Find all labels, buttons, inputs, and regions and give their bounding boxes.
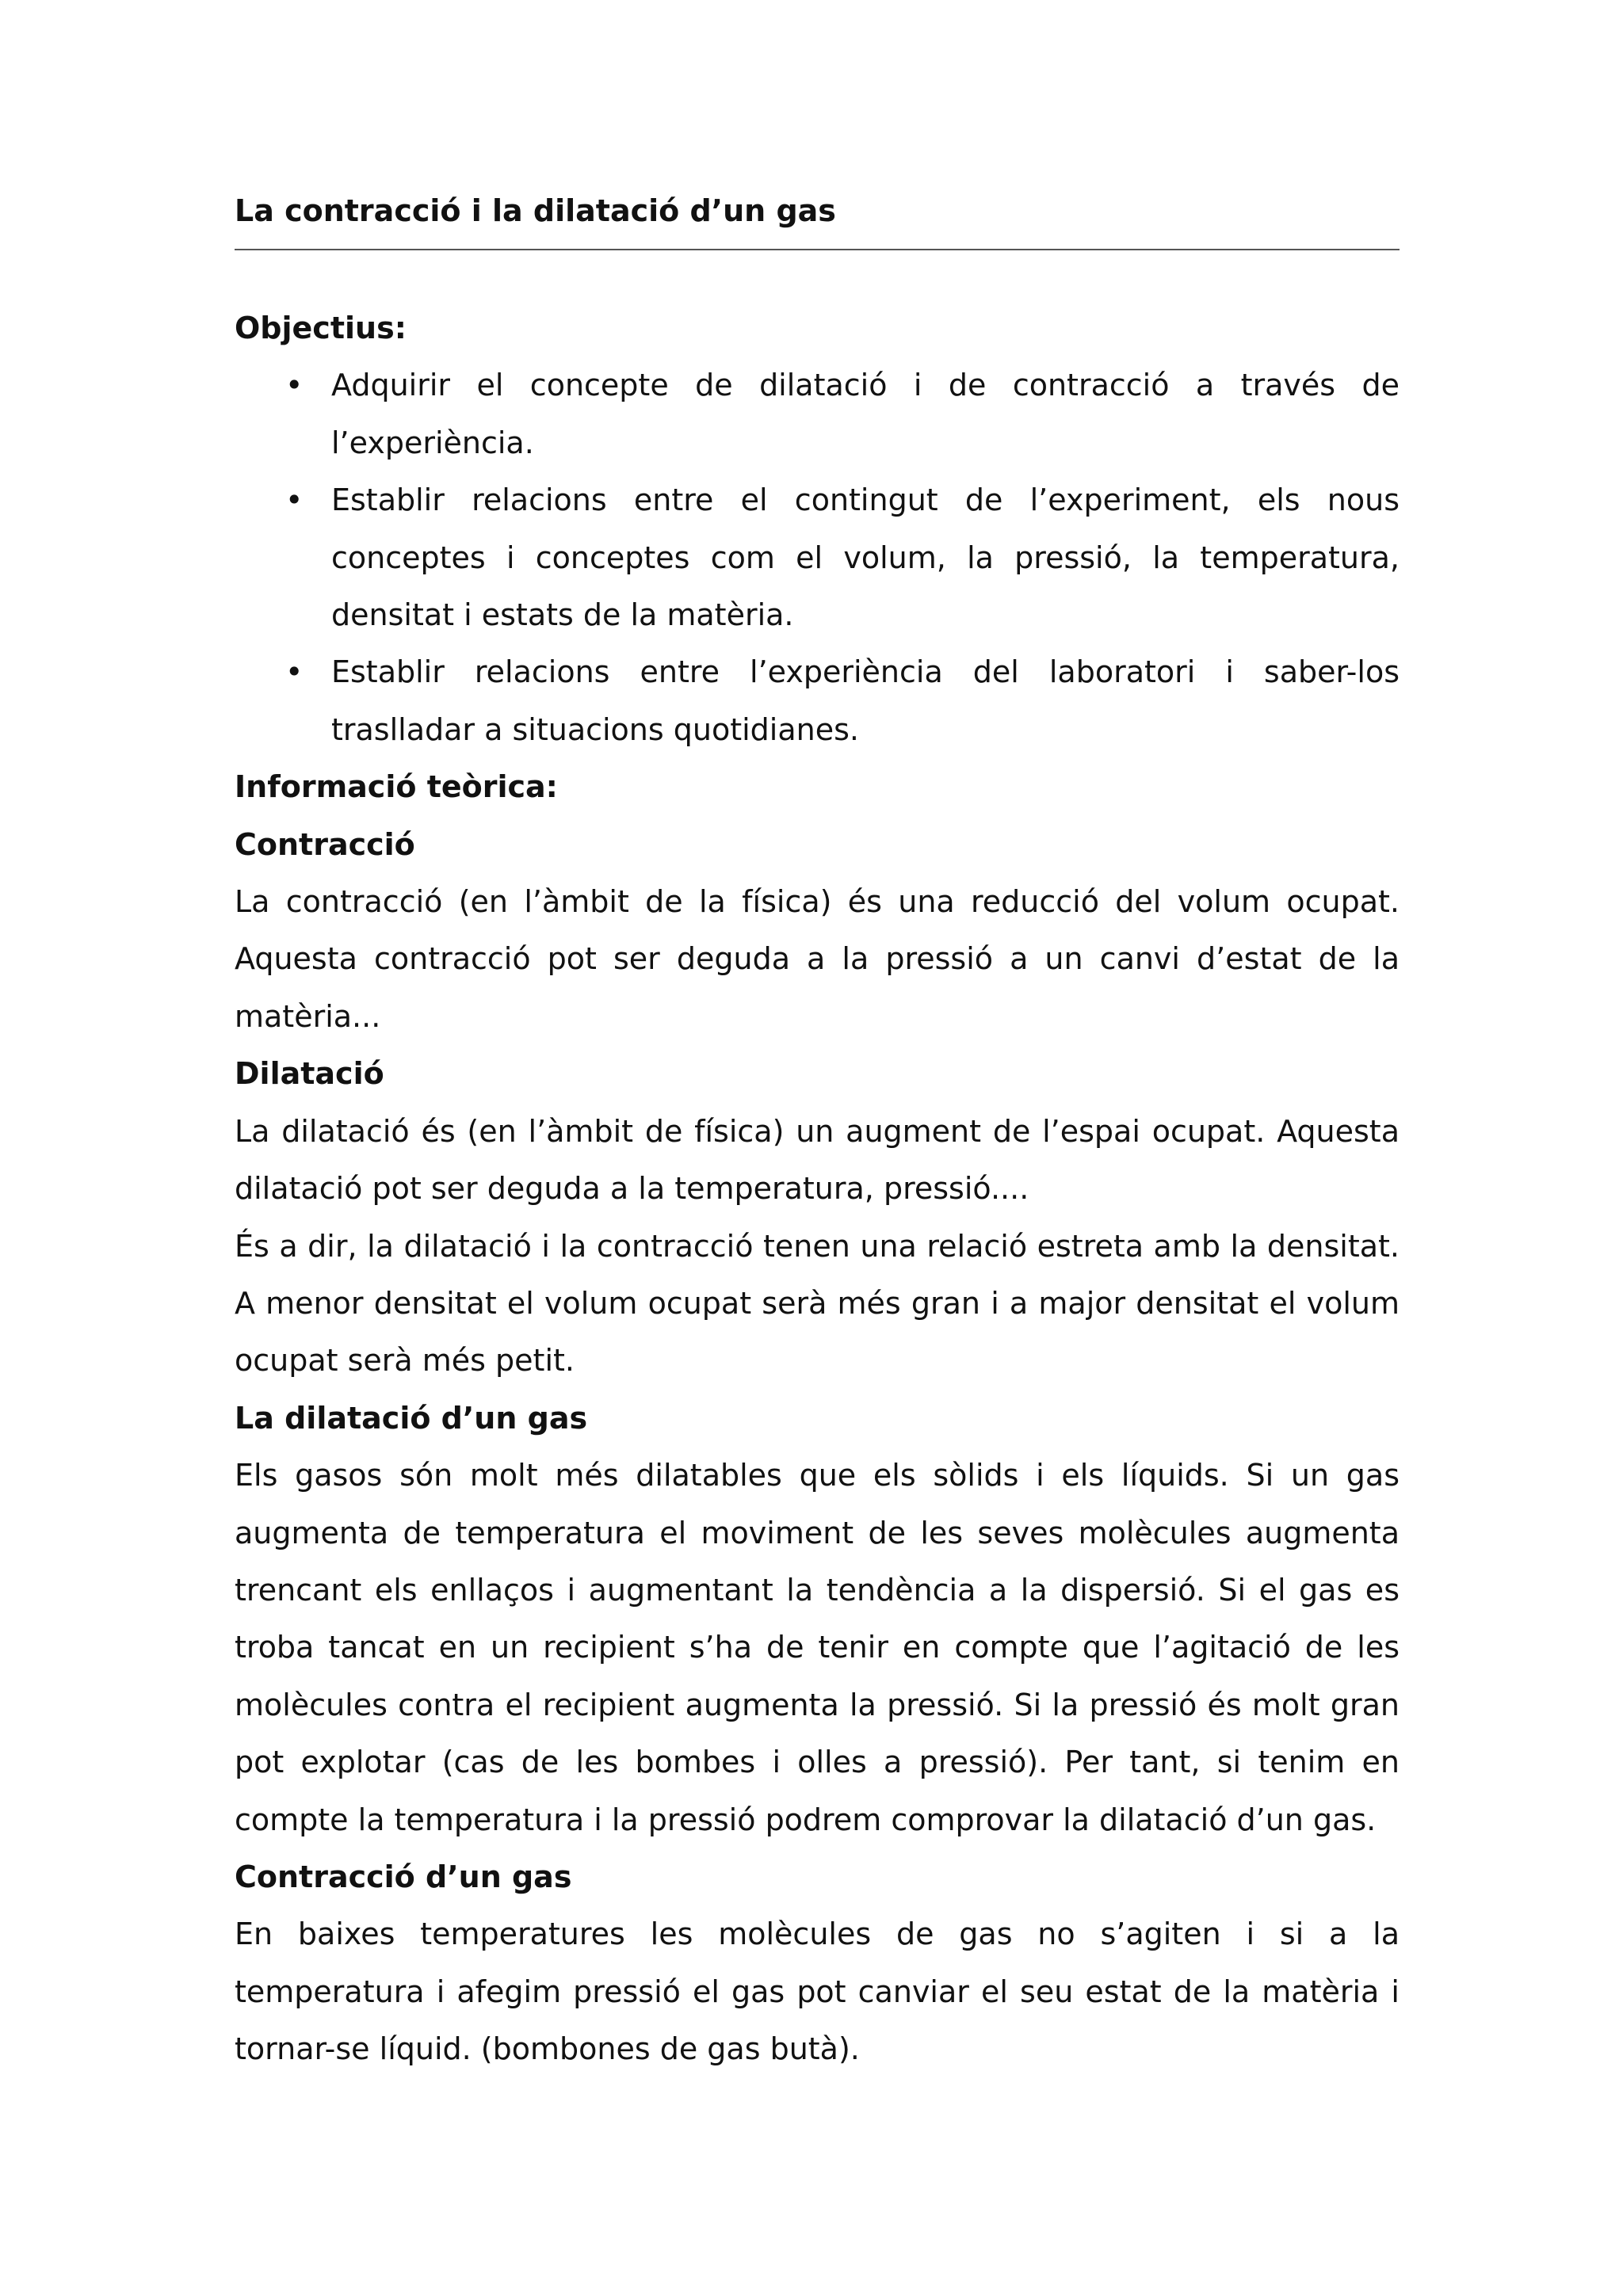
bullet-icon: • — [285, 482, 304, 518]
objective-text: Establir relacions entre l’experiència del laboratori i saber-los traslladar a situacions quotidianes. — [331, 654, 1400, 747]
bullet-icon: • — [285, 654, 304, 690]
dilatacio-paragraph-1: La dilatació és (en l’àmbit de física) un augment de l’espai ocupat. Aquesta dilatació pot ser deguda a la temperatura, pressió.... — [235, 1113, 1400, 1207]
list-item — [235, 471, 1400, 643]
document-content — [235, 299, 1400, 2078]
objective-text: Adquirir el concepte de dilatació i de contracció a través de l’experiència. — [331, 368, 1400, 460]
dilatacio-gas-paragraph: Els gasos són molt més dilatables que els sòlids i els líquids. Si un gas augmenta de temperatura el moviment de les seves molècules augmenta trencant els enllaços i augmentant la tendència a la dispersió. Si el gas es troba tancat en un recipient s’ha de tenir en compte que l’agitació de les molècules contra el recipient augmenta la pressió. Si la pressió és molt gran pot explotar (cas de les bombes i olles a pressió). Per tant, si tenim en compte la temperatura i la pressió podrem comprovar la dilatació d’un gas. — [235, 1458, 1400, 1837]
dilatacio-gas-heading: La dilatació d’un gas — [235, 1400, 588, 1436]
objectives-heading: Objectius: — [235, 311, 407, 345]
contraccio-paragraph: La contracció (en l’àmbit de la física) és una reducció del volum ocupat. Aquesta contracció pot ser deguda a la pressió a un canvi d’estat de la matèria... — [235, 884, 1400, 1034]
objective-text: Establir relacions entre el contingut de l’experiment, els nous conceptes i conceptes com el volum, la pressió, la temperatura, densitat i estats de la matèria. — [331, 482, 1400, 633]
bullet-icon: • — [285, 368, 304, 403]
contraccio-heading: Contracció — [235, 826, 415, 862]
list-item — [235, 643, 1400, 758]
document-page — [235, 187, 1400, 2078]
document-title: La contracció i la dilatació d’un gas — [235, 187, 1400, 250]
objectives-list — [235, 357, 1400, 758]
dilatacio-heading: Dilatació — [235, 1056, 384, 1092]
dilatacio-paragraph-2: És a dir, la dilatació i la contracció tenen una relació estreta amb la densitat. A menor densitat el volum ocupat serà més gran i a major densitat el volum ocupat serà més petit. — [235, 1228, 1400, 1379]
contraccio-gas-paragraph: En baixes temperatures les molècules de gas no s’agiten i si a la temperatura i afegim pressió el gas pot canviar el seu estat de la matèria i tornar-se líquid. (bombones de gas butà). — [235, 1917, 1400, 2067]
contraccio-gas-heading: Contracció d’un gas — [235, 1859, 572, 1894]
list-item — [235, 357, 1400, 471]
theory-heading: Informació teòrica: — [235, 769, 558, 805]
